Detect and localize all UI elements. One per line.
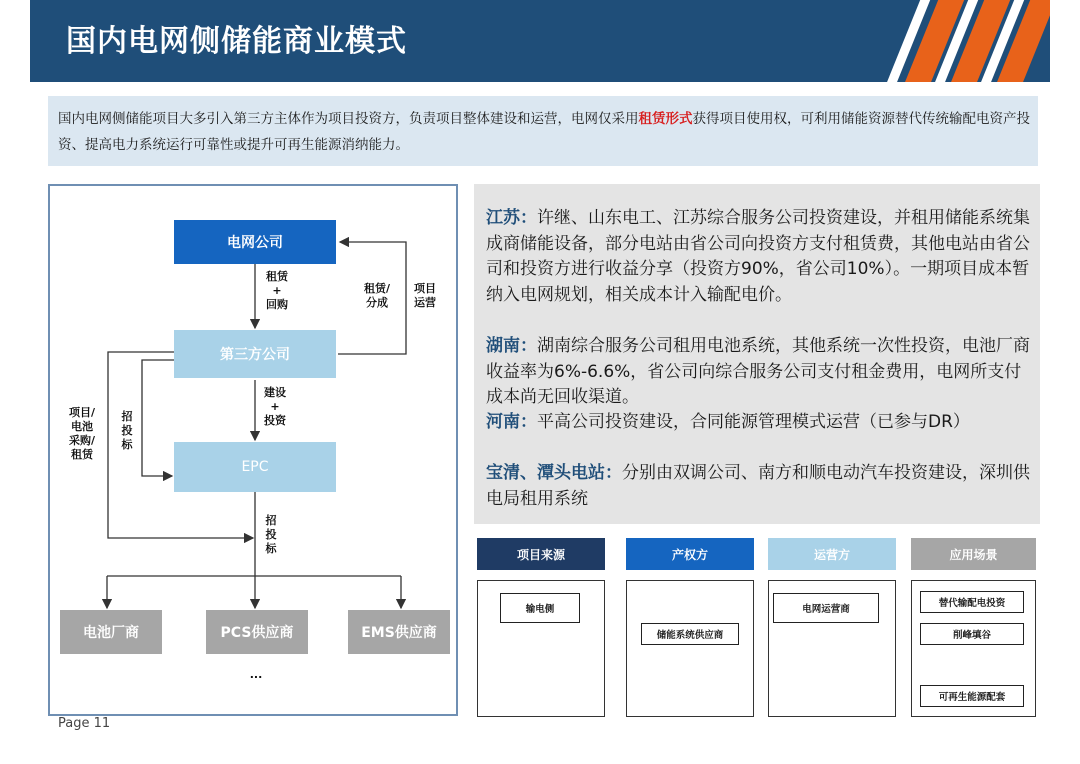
intro-text: 国内电网侧储能项目大多引入第三方主体作为项目投资方，负责项目整体建设和运营，电网仅采用租赁形式获得项目使用权，可利用储能资源替代传统输配电资产投资、提高电力系统运行可靠性或提升可再生能源消纳能力。 [58,111,1030,153]
case-hunan: 湖南：湖南综合服务公司租用电池系统，其他系统一次性投资，电池厂商收益率为6%-6.6%，省公司向综合服务公司支付租金费用，电网所支付成本尚无回收渠道。 [486,336,1030,407]
node-third-party: 第三方公司 [174,330,336,378]
node-ems-supplier: EMS供应商 [348,610,450,654]
intro-highlight: 租赁形式 [638,111,693,127]
category-item: 储能系统供应商 [641,623,739,645]
category-body-owner [626,580,754,717]
page-number: Page 11 [58,716,111,731]
category-item: 削峰填谷 [920,623,1024,645]
intro-box [48,96,1038,166]
edge-label-project-ops: 项目 运营 [414,282,436,309]
category-header-scenario: 应用场景 [911,538,1036,570]
edge-label-tender-side: 招 投 标 [121,410,133,451]
category-header-project-source: 项目来源 [477,538,605,570]
category-body-operator [768,580,896,717]
category-item: 可再生能源配套 [920,685,1024,707]
node-battery-maker: 电池厂商 [60,610,162,654]
category-item: 电网运营商 [773,593,879,623]
page-title: 国内电网侧储能商业模式 [66,24,407,59]
header-banner [30,0,1050,82]
node-more: ... [249,668,263,681]
case-henan: 河南：平高公司投资建设，合同能源管理模式运营（已参与DR） [486,412,970,432]
category-header-owner: 产权方 [626,538,754,570]
business-flow-diagram [48,184,458,716]
category-item: 替代输配电投资 [920,591,1024,613]
category-body-scenario [911,580,1036,717]
edge-label-lease-share: 租赁/ 分成 [363,282,391,309]
category-header-operator: 运营方 [768,538,896,570]
node-grid-company: 电网公司 [174,220,336,264]
edge-label-tender-bottom: 招 投 标 [265,514,277,555]
category-item: 输电侧 [500,593,580,623]
edge-third-to-epc-tender [142,360,174,476]
edge-label-build-invest: 建设 + 投资 [264,386,286,427]
case-baoqing-tantou: 宝清、潭头电站：分别由双调公司、南方和顺电动汽车投资建设，深圳供电局租用系统 [486,463,1030,509]
category-body-project-source [477,580,605,717]
regional-cases-panel [474,184,1040,524]
node-pcs-supplier: PCS供应商 [206,610,308,654]
edge-label-procure: 项目/ 电池 采购/ 租赁 [68,406,96,461]
edge-label-lease-buyback: 租赁 + 回购 [266,270,288,311]
node-epc: EPC [174,442,336,492]
case-jiangsu: 江苏：许继、山东电工、江苏综合服务公司投资建设，并租用储能系统集成商储能设备，部分电站由省公司向投资方支付租赁费，其他电站由省公司和投资方进行收益分享（投资方90%，省公司10%）。一期项目成本暂纳入电网规划，相关成本计入输配电价。 [486,208,1030,305]
